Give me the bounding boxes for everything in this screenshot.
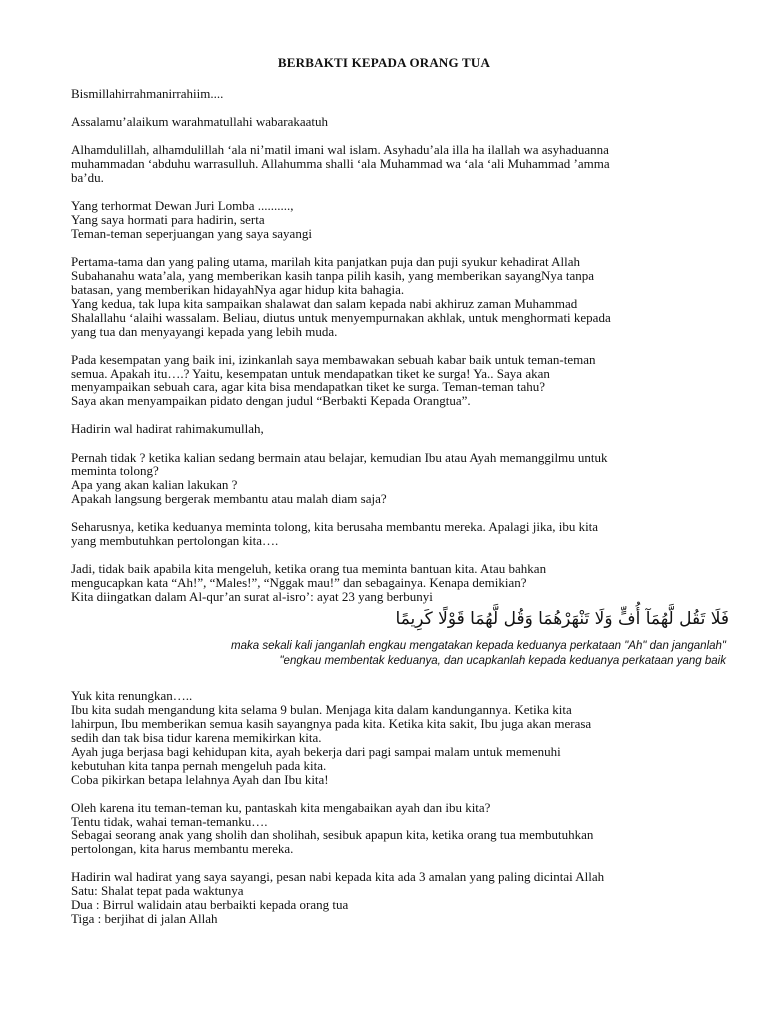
paragraph-spacer [71, 241, 701, 255]
text-line: Ayah juga berjasa bagi kehidupan kita, ayah bekerja dari pagi sampai malam untuk memenuhi [71, 743, 561, 759]
paragraph [71, 143, 701, 185]
text-line: batasan, yang memberikan hidayahNya agar hidup kita bahagia. [71, 281, 405, 297]
arabic-verse: فَلَا تَقُل لَّهُمَآ أُفٍّ وَلَا تَنْهَرْهُمَا وَقُل لَّهُمَا قَوْلًا كَرِيمًا [395, 609, 729, 630]
text-line: muhammadan ‘abduhu warrasulluh. Allahumma shalli ‘ala Muhammad wa ‘ala ‘ali Muhammad ’amma [71, 156, 610, 172]
paragraph [71, 353, 701, 409]
paragraph-spacer [71, 129, 701, 143]
text-line: mengucapkan kata “Ah!”, “Males!”, “Nggak mau!” dan sebagainya. Kenapa demikian? [71, 575, 527, 591]
paragraph-spacer [71, 185, 701, 199]
text-line: Pada kesempatan yang baik ini, izinkanlah saya membawakan sebuah kabar baik untuk teman-teman [71, 351, 596, 367]
text-line: semua. Apakah itu….? Yaitu, kesempatan untuk mendapatkan tiket ke surga! Ya.. Saya akan [71, 365, 550, 381]
text-line: Hadirin wal hadirat rahimakumullah, [71, 421, 264, 437]
document-title: BERBAKTI KEPADA ORANG TUA [277, 55, 491, 70]
paragraph [71, 562, 701, 604]
text-line: Apakah langsung bergerak membantu atau malah diam saja? [71, 491, 387, 507]
text-line: yang tua dan menyayangi kepada yang lebih muda. [71, 323, 338, 339]
paragraph [71, 801, 701, 857]
paragraph-spacer [71, 506, 701, 520]
text-line: Alhamdulillah, alhamdulillah ‘ala ni’matil imani wal islam. Asyhadu’ala illa ha ilallah wa asyhaduanna [71, 142, 609, 158]
paragraph [71, 115, 701, 129]
text-line: Pernah tidak ? ketika kalian sedang bermain atau belajar, kemudian Ibu atau Ayah memanggilmu untuk [71, 449, 608, 465]
paragraph [71, 87, 701, 101]
text-line: ba’du. [71, 170, 104, 185]
verse-translation [71, 639, 726, 669]
paragraph [71, 870, 701, 926]
text-line: Coba pikirkan betapa lelahnya Ayah dan Ibu kita! [71, 771, 329, 787]
text-line: Jadi, tidak baik apabila kita mengeluh, ketika orang tua meminta bantuan kita. Atau bahkan [71, 561, 547, 577]
text-line: Dua : Birrul walidain atau berbaikti kepada orang tua [71, 897, 349, 913]
text-line: Seharusnya, ketika keduanya meminta tolong, kita berusaha membantu mereka. Apalagi jika, ibu kita [71, 519, 599, 535]
paragraph [71, 520, 701, 548]
paragraph-spacer [71, 338, 701, 352]
text-line: lahirpun, Ibu memberikan semua kasih sayangnya pada kita. Ketika kita sakit, Ibu juga akan merasa [71, 715, 592, 731]
translation-line: "engkau membentak keduanya, dan ucapkanlah kepada keduanya perkataan yang baik [279, 655, 726, 668]
paragraph-spacer [71, 101, 701, 115]
text-line: Bismillahirrahmanirrahiim.... [71, 86, 224, 101]
paragraph [71, 199, 701, 241]
document-body [71, 86, 729, 927]
text-line: Kita diingatkan dalam Al-qur’an surat al-isro’: ayat 23 yang berbunyi [71, 589, 433, 605]
paragraph-spacer [71, 856, 701, 870]
text-line: Assalamu’alaikum warahmatullahi wabarakaatuh [71, 114, 329, 130]
text-line: meminta tolong? [71, 463, 159, 479]
text-line: menyampaikan sebuah cara, agar kita bisa mendapatkan tiket ke surga. Teman-teman tahu? [71, 379, 546, 395]
text-line: Oleh karena itu teman-teman ku, pantaskah kita mengabaikan ayah dan ibu kita? [71, 799, 491, 815]
text-line: Hadirin wal hadirat yang saya sayangi, pesan nabi kepada kita ada 3 amalan yang paling dicintai Allah [71, 869, 605, 885]
text-line: Yang terhormat Dewan Juri Lomba .........., [71, 198, 294, 214]
paragraph-spacer [71, 548, 701, 562]
paragraph-spacer [71, 408, 701, 422]
paragraph-spacer [71, 436, 701, 450]
paragraph [71, 689, 701, 786]
verse-spacer [71, 631, 701, 639]
text-line: Sebagai seorang anak yang sholih dan sholihah, sesibuk apapun kita, ketika orang tua membutuhkan [71, 827, 594, 843]
text-line: Yuk kita renungkan….. [71, 688, 193, 704]
text-line: Yang saya hormati para hadirin, serta [71, 212, 265, 227]
text-line: Saya akan menyampaikan pidato dengan judul “Berbakti Kepada Orangtua”. [71, 393, 471, 409]
text-line: sedih dan tak bisa tidur karena memikirkan kita. [71, 729, 322, 745]
text-line: Satu: Shalat tepat pada waktunya [71, 883, 244, 899]
text-line: Yang kedua, tak lupa kita sampaikan shalawat dan salam kepada nabi akhiruz zaman Muhammad [71, 295, 578, 311]
paragraph-spacer [71, 669, 701, 689]
text-line: Shalallahu ‘alaihi wassalam. Beliau, diutus untuk menyempurnakan akhlak, untuk menghormati kepada [71, 309, 611, 325]
text-line: Tiga : berjihat di jalan Allah [71, 911, 218, 927]
paragraph [71, 451, 701, 507]
text-line: Subahanahu wata’ala, yang memberikan kasih tanpa pilih kasih, yang memberikan sayangNya tanpa [71, 267, 595, 283]
paragraph [71, 422, 701, 436]
text-line: pertolongan, kita harus membantu mereka. [71, 841, 294, 857]
text-line: kebutuhan kita tanpa pernah mengeluh pada kita. [71, 757, 327, 773]
text-line: Apa yang akan kalian lakukan ? [71, 477, 238, 493]
text-line: yang membutuhkan pertolongan kita…. [71, 533, 279, 549]
text-line: Tentu tidak, wahai teman-temanku…. [71, 813, 268, 829]
translation-line: maka sekali kali janganlah engkau mengatakan kepada keduanya perkataan "Ah" dan janganlah" [231, 640, 726, 653]
paragraph [71, 255, 701, 338]
text-line: Pertama-tama dan yang paling utama, marilah kita panjatkan puja dan puji syukur kehadirat Allah [71, 254, 581, 269]
paragraph-spacer [71, 786, 701, 800]
text-line: Teman-teman seperjuangan yang saya sayangi [71, 225, 312, 241]
text-line: Ibu kita sudah mengandung kita selama 9 bulan. Menjaga kita dalam kandungannya. Ketika kita [71, 701, 572, 717]
